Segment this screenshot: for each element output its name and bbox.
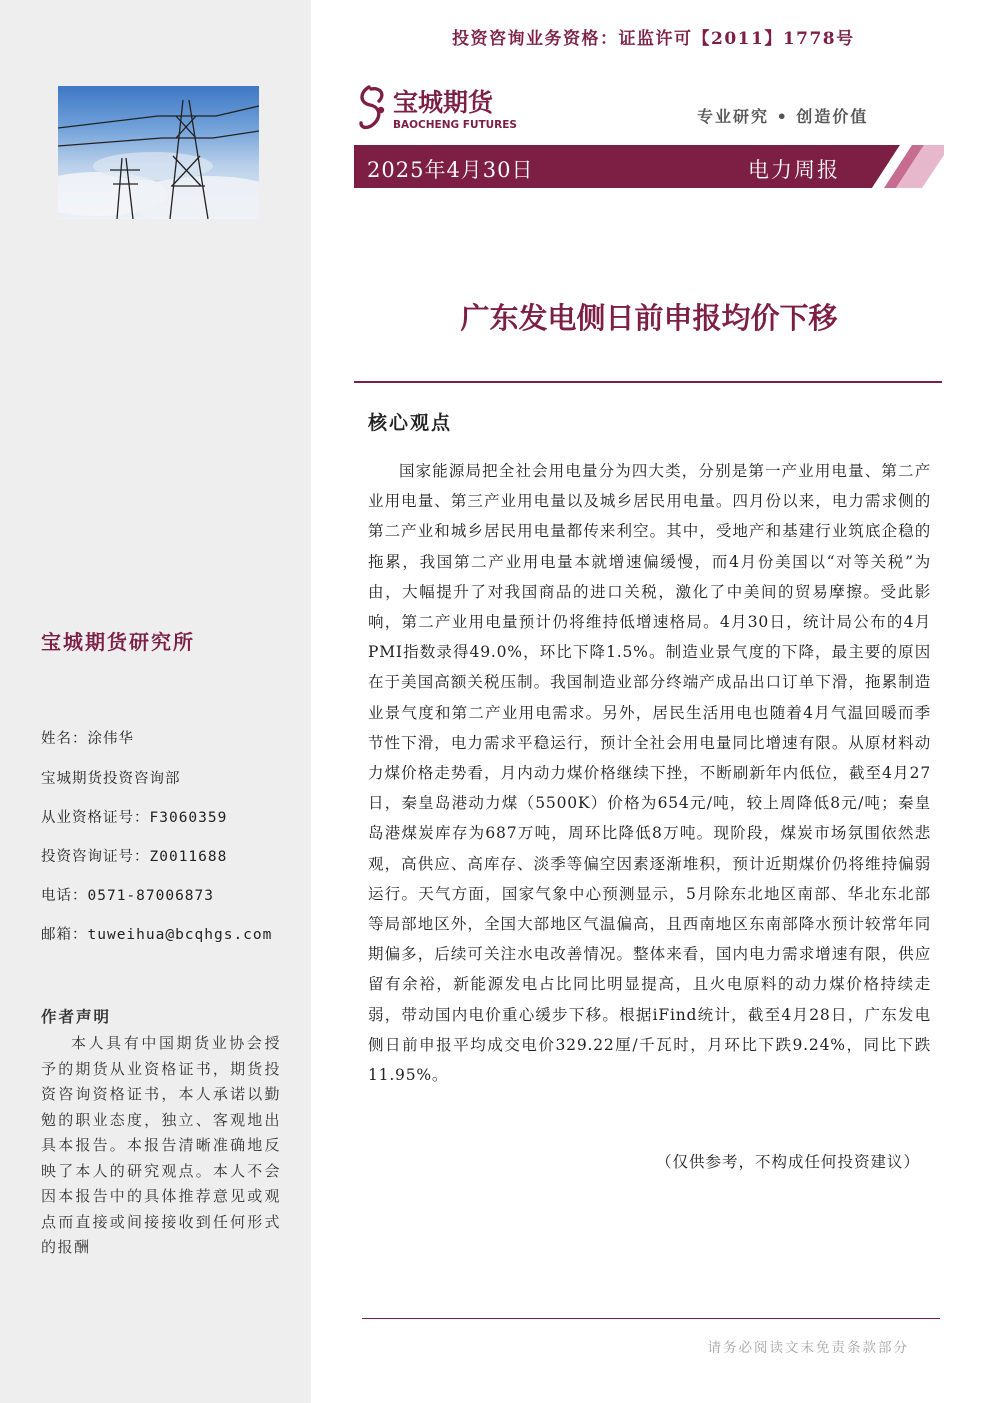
report-type: 电力周报 <box>748 158 840 182</box>
author-name-label: 姓名： <box>41 731 88 747</box>
department-value: 宝城期货投资咨询部 <box>41 771 181 787</box>
advisor-cert <box>41 845 227 866</box>
phone-value: 0571-87006873 <box>87 888 214 904</box>
core-view-heading: 核心观点 <box>368 412 453 434</box>
phone <box>41 884 214 905</box>
qualification-cert <box>41 806 227 827</box>
power-tower-icon <box>58 86 259 219</box>
slogan: 专业研究 • 创造价值 <box>697 107 869 126</box>
sidebar <box>0 0 311 1403</box>
advisor-label: 投资咨询证号： <box>41 849 150 865</box>
power-tower-photo <box>58 86 259 219</box>
cert-value: F3060359 <box>149 810 228 826</box>
research-institute-name: 宝城期货研究所 <box>41 630 195 654</box>
author-name <box>41 727 134 748</box>
baocheng-logo <box>357 83 522 131</box>
author-name-value: 涂伟华 <box>87 731 134 747</box>
email <box>41 923 272 944</box>
logo-en-text: BAOCHENG FUTURES <box>393 119 517 131</box>
investment-disclaimer-note: （仅供参考，不构成任何投资建议） <box>655 1153 920 1171</box>
footer-divider <box>362 1318 940 1319</box>
advisor-value: Z0011688 <box>149 849 228 865</box>
email-label: 邮箱： <box>41 927 88 943</box>
footer-note: 请务必阅读文末免责条款部分 <box>707 1340 909 1356</box>
author-statement-body: 本人具有中国期货业协会授予的期货从业资格证书，期货投资咨询资格证书，本人承诺以勤勉的职业态度，独立、客观地出具本报告。本报告清晰准确地反映了本人的研究观点。本人不会因本报告中的具体推荐意见或观点而直接或间接接收到任何形式的报酬 <box>41 1034 281 1256</box>
report-title: 广东发电侧日前申报均价下移 <box>460 301 838 335</box>
logo-cn-text: 宝城期货 <box>393 88 494 117</box>
report-date: 2025年4月30日 <box>367 158 534 182</box>
author-department <box>41 767 181 788</box>
core-view-body: 国家能源局把全社会用电量分为四大类，分别是第一产业用电量、第二产业用电量、第三产业用电量以及城乡居民用电量。四月份以来，电力需求侧的第二产业和城乡居民用电量都传来利空。其中，受地产和基建行业筑底企稳的拖累，我国第二产业用电量本就增速偏缓慢，而4月份美国以“对等关税”为由，大幅提升了对我国商品的进口关税，激化了中美间的贸易摩擦。受此影响，第二产业用电量预计仍将维持低增速格局。4月30日，统计局公布的4月PMI指数录得49.0%，环比下降1.5%。制造业景气度的下降，最主要的原因在于美国高额关税压制。我国制造业部分终端产成品出口订单下滑，拖累制造业景气度和第二产业用电需求。另外，居民生活用电也随着4月气温回暖而季节性下滑，电力需求平稳运行，预计全社会用电量同比增速有限。从原材料动力煤价格走势看，月内动力煤价格继续下挫，不断刷新年内低位，截至4月27日，秦皇岛港动力煤（5500K）价格为654元/吨，较上周降低8元/吨；秦皇岛港煤炭库存为687万吨，周环比降低8万吨。现阶段，煤炭市场氛围依然悲观，高供应、高库存、淡季等偏空因素逐渐堆积，预计近期煤价仍将维持偏弱运行。天气方面，国家气象中心预测显示，5月除东北地区南部、华北东北部等局部地区外，全国大部地区气温偏高，且西南地区东南部降水预计较常年同期偏多，后续可关注水电改善情况。整体来看，国内电力需求增速有限，供应留有余裕，新能源发电占比同比明显提高，且火电原料的动力煤价格持续走弱，带动国内电价重心缓步下移。根据iFind统计，截至4月28日，广东发电侧日前申报平均成交电价329.22厘/千瓦时，月环比下跌9.24%，同比下跌11.95%。 <box>368 462 931 1085</box>
cert-label: 从业资格证号： <box>41 810 150 826</box>
email-link[interactable]: tuweihua@bcqhgs.com <box>87 927 273 943</box>
license-number: 投资咨询业务资格：证监许可【2011】1778号 <box>452 29 855 49</box>
phone-label: 电话： <box>41 888 88 904</box>
author-statement-title: 作者声明 <box>41 1007 112 1026</box>
title-divider <box>354 381 942 383</box>
